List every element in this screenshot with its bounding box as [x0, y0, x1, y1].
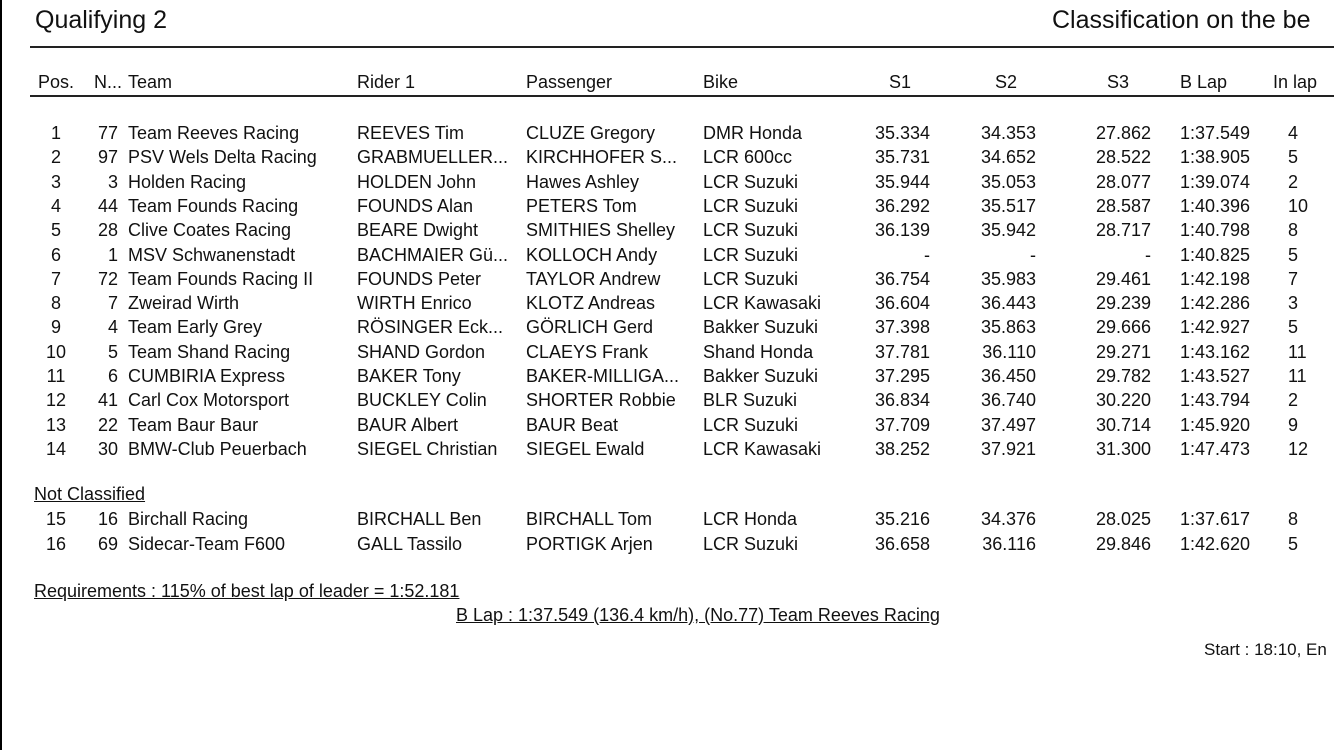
cell-team: Team Founds Racing II [128, 268, 314, 289]
cell-bike: LCR Suzuki [703, 244, 799, 265]
cell-passenger: GÖRLICH Gerd [526, 317, 654, 338]
cell-rider1: REEVES Tim [357, 123, 465, 143]
cell-rider1: BAUR Albert [357, 414, 459, 435]
table-row [0, 342, 1334, 366]
cell-team: Team Shand Racing [128, 341, 291, 362]
cell-no: 28 [97, 220, 118, 241]
cell-s3: 29.666 [1095, 317, 1151, 338]
cell-s1: 37.781 [874, 341, 930, 362]
cell-blap: 1:42.286 [1180, 293, 1251, 314]
cell-bike: LCR Suzuki [703, 414, 799, 435]
cell-pos: 11 [46, 366, 66, 386]
cell-team: Team Early Grey [128, 317, 263, 338]
cell-s2: 37.497 [980, 414, 1036, 435]
cell-s2: 34.652 [980, 147, 1036, 168]
cell-rider1: BUCKLEY Colin [357, 390, 487, 411]
cell-blap: 1:40.825 [1180, 244, 1251, 265]
cell-blap: 1:43.527 [1180, 366, 1251, 386]
cell-bike: Shand Honda [703, 341, 814, 362]
cell-s2: 36.450 [980, 366, 1036, 386]
cell-bike: LCR Suzuki [703, 195, 799, 216]
cell-inlap: 3 [1288, 293, 1299, 314]
cell-inlap: 8 [1288, 220, 1299, 241]
cell-inlap: 5 [1288, 534, 1299, 554]
cell-pos: 16 [45, 534, 67, 554]
classification-title: Classification on the be [1052, 6, 1311, 34]
cell-no: 6 [107, 366, 118, 386]
cell-passenger: KLOTZ Andreas [526, 293, 656, 314]
cell-s1: 38.252 [874, 438, 930, 459]
cell-pos: 5 [50, 220, 61, 241]
cell-blap: 1:40.798 [1180, 220, 1251, 241]
cell-rider1: HOLDEN John [357, 171, 477, 192]
cell-no: 72 [97, 268, 118, 289]
title-divider [30, 46, 1334, 48]
col-header-s2: S2 [994, 72, 1018, 92]
col-header-inlap: In lap [1273, 72, 1318, 92]
cell-bike: LCR Honda [703, 509, 798, 529]
cell-s3: 28.025 [1095, 509, 1151, 529]
col-header-rider1: Rider 1 [357, 72, 416, 92]
cell-bike: LCR Suzuki [703, 268, 799, 289]
cell-inlap: 5 [1288, 317, 1299, 338]
cell-s1: 36.292 [874, 195, 930, 216]
cell-rider1: GRABMUELLER... [357, 147, 509, 168]
cell-s1: 36.658 [874, 534, 930, 554]
cell-team: Clive Coates Racing [128, 220, 292, 241]
cell-passenger: PETERS Tom [526, 195, 637, 216]
cell-blap: 1:38.905 [1180, 147, 1251, 168]
cell-passenger: BAUR Beat [526, 414, 619, 435]
cell-pos: 10 [45, 341, 67, 362]
cell-bike: LCR Kawasaki [703, 438, 822, 459]
table-row [0, 390, 1334, 414]
col-header-passenger: Passenger [526, 72, 613, 92]
cell-passenger: BIRCHALL Tom [526, 509, 653, 529]
cell-passenger: SMITHIES Shelley [526, 220, 676, 241]
cell-inlap: 5 [1288, 147, 1299, 168]
cell-pos: 1 [50, 123, 61, 143]
cell-team: Team Baur Baur [128, 414, 259, 435]
cell-bike: LCR Suzuki [703, 534, 799, 554]
table-row [0, 366, 1334, 390]
cell-blap: 1:47.473 [1180, 438, 1251, 459]
cell-blap: 1:39.074 [1180, 171, 1251, 192]
cell-passenger: KOLLOCH Andy [526, 244, 658, 265]
cell-blap: 1:43.162 [1180, 341, 1251, 362]
cell-s3: 29.239 [1095, 293, 1151, 314]
cell-inlap: 9 [1288, 414, 1299, 435]
session-title: Qualifying 2 [35, 6, 168, 34]
cell-rider1: BEARE Dwight [357, 220, 479, 241]
cell-s1: 35.216 [874, 509, 930, 529]
cell-s3: 29.782 [1095, 366, 1151, 386]
table-row [0, 317, 1334, 341]
cell-inlap: 4 [1288, 123, 1299, 143]
table-row [0, 196, 1334, 220]
cell-pos: 15 [45, 509, 67, 529]
cell-pos: 9 [50, 317, 61, 338]
cell-passenger: CLAEYS Frank [526, 341, 649, 362]
cell-blap: 1:42.927 [1180, 317, 1251, 338]
col-header-no: N... [94, 72, 123, 92]
cell-team: Team Founds Racing [128, 195, 299, 216]
cell-s1: 35.731 [874, 147, 930, 168]
cell-s2: 36.116 [982, 534, 1036, 554]
table-row [0, 293, 1334, 317]
cell-s3: 29.846 [1095, 534, 1151, 554]
cell-passenger: TAYLOR Andrew [526, 268, 661, 289]
col-header-s3: S3 [1106, 72, 1130, 92]
cell-no: 22 [97, 414, 118, 435]
cell-s3: 28.587 [1095, 195, 1151, 216]
cell-team: Team Reeves Racing [128, 123, 300, 143]
cell-team: CUMBIRIA Express [128, 366, 286, 386]
cell-s2: 35.517 [980, 195, 1036, 216]
cell-rider1: FOUNDS Alan [357, 195, 474, 216]
cell-passenger: KIRCHHOFER S... [526, 147, 678, 168]
cell-pos: 12 [45, 390, 67, 411]
cell-passenger: SHORTER Robbie [526, 390, 676, 411]
cell-rider1: SIEGEL Christian [357, 438, 498, 459]
cell-rider1: SHAND Gordon [357, 341, 486, 362]
cell-pos: 14 [45, 438, 67, 459]
cell-no: 77 [97, 123, 118, 143]
cell-s2: 35.863 [980, 317, 1036, 338]
cell-bike: Bakker Suzuki [703, 317, 819, 338]
col-header-s1: S1 [888, 72, 912, 92]
cell-no: 30 [97, 438, 118, 459]
cell-inlap: 8 [1288, 509, 1299, 529]
cell-team: Carl Cox Motorsport [128, 390, 290, 411]
cell-s2: 37.921 [980, 438, 1036, 459]
not-classified-label: Not Classified [34, 484, 146, 504]
cell-s3: 28.717 [1095, 220, 1151, 241]
header-divider [30, 95, 1334, 97]
cell-s1: - [924, 244, 930, 265]
cell-s3: 27.862 [1095, 123, 1151, 143]
cell-pos: 6 [50, 244, 61, 265]
cell-passenger: Hawes Ashley [526, 171, 640, 192]
cell-s3: - [1145, 244, 1151, 265]
cell-passenger: CLUZE Gregory [526, 123, 656, 143]
cell-inlap: 11 [1288, 366, 1307, 386]
cell-bike: LCR 600cc [703, 147, 793, 168]
cell-rider1: GALL Tassilo [357, 534, 463, 554]
cell-s2: - [1030, 244, 1036, 265]
cell-inlap: 2 [1288, 171, 1299, 192]
cell-rider1: WIRTH Enrico [357, 293, 472, 314]
table-row [0, 245, 1334, 269]
cell-pos: 13 [45, 414, 67, 435]
table-row [0, 147, 1334, 171]
table-header [0, 72, 1334, 96]
col-header-bike: Bike [703, 72, 739, 92]
cell-passenger: PORTIGK Arjen [526, 534, 653, 554]
cell-s3: 31.300 [1095, 438, 1151, 459]
cell-inlap: 2 [1288, 390, 1299, 411]
cell-s2: 36.110 [982, 341, 1036, 362]
table-row [0, 509, 1334, 533]
cell-s1: 37.398 [874, 317, 930, 338]
col-header-blap: B Lap [1180, 72, 1228, 92]
cell-no: 16 [97, 509, 118, 529]
start-time-note: Start : 18:10, En [1204, 640, 1327, 659]
cell-no: 3 [107, 171, 118, 192]
cell-no: 1 [107, 244, 118, 265]
cell-pos: 4 [50, 195, 61, 216]
cell-s2: 35.942 [980, 220, 1036, 241]
cell-s3: 29.461 [1095, 268, 1151, 289]
cell-no: 7 [107, 293, 118, 314]
cell-blap: 1:42.620 [1180, 534, 1251, 554]
cell-blap: 1:45.920 [1180, 414, 1251, 435]
cell-bike: LCR Suzuki [703, 220, 799, 241]
col-header-team: Team [128, 72, 173, 92]
col-header-pos: Pos. [37, 72, 75, 92]
cell-no: 69 [97, 534, 118, 554]
cell-blap: 1:37.549 [1180, 123, 1251, 143]
cell-no: 44 [97, 195, 118, 216]
cell-s2: 35.053 [980, 171, 1036, 192]
cell-inlap: 5 [1288, 244, 1299, 265]
cell-bike: DMR Honda [703, 123, 803, 143]
table-row [0, 534, 1334, 558]
cell-rider1: FOUNDS Peter [357, 268, 482, 289]
cell-s2: 36.740 [980, 390, 1036, 411]
cell-s1: 35.944 [874, 171, 930, 192]
cell-inlap: 7 [1288, 268, 1299, 289]
requirements-note: Requirements : 115% of best lap of leader = 1:52.181 [34, 581, 460, 601]
cell-blap: 1:40.396 [1180, 195, 1251, 216]
cell-rider1: RÖSINGER Eck... [357, 317, 504, 338]
cell-passenger: SIEGEL Ewald [526, 438, 645, 459]
table-row [0, 269, 1334, 293]
cell-pos: 8 [50, 293, 61, 314]
cell-s1: 36.754 [874, 268, 930, 289]
best-lap-note: B Lap : 1:37.549 (136.4 km/h), (No.77) Team Reeves Racing [456, 605, 940, 625]
table-row [0, 415, 1334, 439]
cell-s3: 30.714 [1095, 414, 1151, 435]
cell-s2: 34.376 [980, 509, 1036, 529]
cell-blap: 1:42.198 [1180, 268, 1251, 289]
cell-inlap: 11 [1288, 341, 1307, 362]
table-row [0, 220, 1334, 244]
cell-s3: 30.220 [1095, 390, 1151, 411]
cell-s1: 35.334 [874, 123, 930, 143]
cell-s3: 29.271 [1095, 341, 1151, 362]
cell-s2: 36.443 [980, 293, 1036, 314]
cell-inlap: 12 [1288, 438, 1309, 459]
cell-s2: 35.983 [980, 268, 1036, 289]
cell-pos: 7 [50, 268, 61, 289]
cell-team: MSV Schwanenstadt [128, 244, 296, 265]
cell-team: Zweirad Wirth [128, 293, 240, 314]
cell-s1: 37.709 [874, 414, 930, 435]
cell-team: BMW-Club Peuerbach [128, 438, 307, 459]
cell-team: PSV Wels Delta Racing [128, 147, 317, 168]
table-row [0, 123, 1334, 147]
cell-s1: 36.834 [874, 390, 930, 411]
cell-s3: 28.077 [1095, 171, 1151, 192]
cell-no: 4 [107, 317, 118, 338]
cell-rider1: BAKER Tony [357, 366, 461, 386]
cell-bike: LCR Suzuki [703, 171, 799, 192]
cell-rider1: BIRCHALL Ben [357, 509, 482, 529]
cell-rider1: BACHMAIER Gü... [357, 244, 509, 265]
cell-no: 5 [107, 341, 118, 362]
cell-blap: 1:37.617 [1180, 509, 1251, 529]
cell-team: Holden Racing [128, 171, 247, 192]
table-row [0, 172, 1334, 196]
cell-no: 97 [97, 147, 118, 168]
cell-s3: 28.522 [1095, 147, 1151, 168]
cell-team: Birchall Racing [128, 509, 249, 529]
cell-s1: 36.139 [874, 220, 930, 241]
cell-bike: LCR Kawasaki [703, 293, 822, 314]
cell-bike: BLR Suzuki [703, 390, 798, 411]
cell-blap: 1:43.794 [1180, 390, 1251, 411]
cell-bike: Bakker Suzuki [703, 366, 819, 386]
cell-pos: 2 [50, 147, 61, 168]
cell-team: Sidecar-Team F600 [128, 534, 286, 554]
cell-no: 41 [97, 390, 118, 411]
cell-inlap: 10 [1288, 195, 1309, 216]
cell-passenger: BAKER-MILLIGA... [526, 366, 680, 386]
cell-s1: 37.295 [874, 366, 930, 386]
cell-s1: 36.604 [874, 293, 930, 314]
table-row [0, 439, 1334, 463]
cell-pos: 3 [50, 171, 61, 192]
cell-s2: 34.353 [980, 123, 1036, 143]
